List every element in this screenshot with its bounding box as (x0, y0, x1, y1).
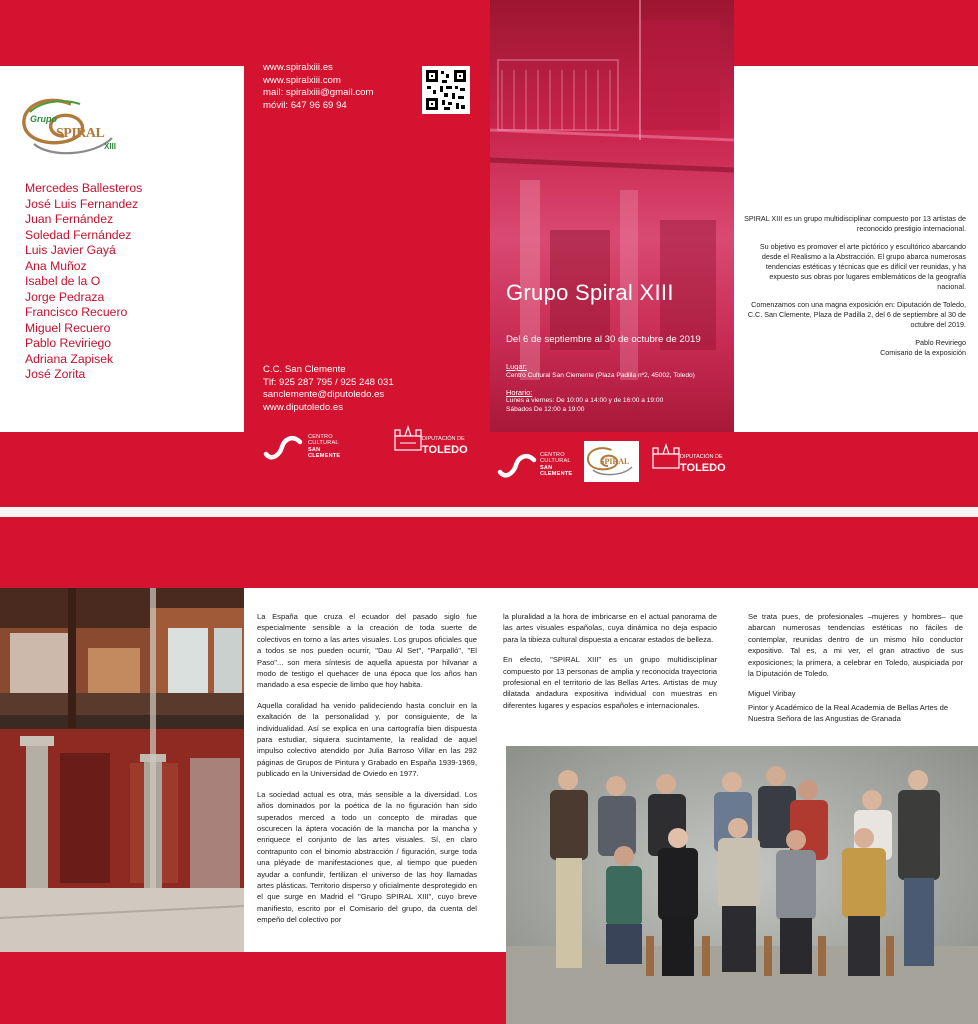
cc-san-clemente-logo (262, 432, 352, 462)
group-photo (506, 746, 978, 1024)
artist-list (25, 181, 142, 383)
group-photo-illustration (506, 746, 978, 1024)
web-link-2[interactable]: www.spiralxiii.com (263, 74, 341, 86)
logo-top-text: Grupo (30, 114, 57, 124)
cc-s-icon (262, 434, 304, 460)
qr-code-icon (422, 66, 470, 114)
intro-paragraph-1: SPIRAL XIII es un grupo multidisciplinar compuesto por 13 artistas de reconocido prestigio internacional. (744, 214, 966, 233)
web-link-1[interactable]: www.spiralxiii.es (263, 62, 333, 73)
cover-horario-label: Horario: (506, 388, 533, 397)
intro-paragraph-3: Comenzamos con una magna exposición en: Diputación de Toledo, C.C. San Clemente, Plaza de Padilla 2, del 6 de septiembre al 30 de octubre del 2019. (747, 300, 966, 329)
dipu-logo-line1: DIPUTACIÓN DE (422, 436, 465, 442)
spiral-logo (16, 92, 126, 162)
artist-name: Miguel Recuero (25, 320, 111, 335)
artists-panel (0, 66, 244, 432)
cover-logo-main-text: SPIRAL (600, 457, 630, 466)
artist-name: Adriana Zapisek (25, 351, 114, 366)
artist-name: José Zorita (25, 367, 86, 381)
venue-phone: Tlf: 925 287 795 / 925 248 031 (263, 376, 394, 388)
logo-sub-text: XIII (104, 142, 117, 151)
artist-name: Mercedes Ballesteros (25, 181, 143, 195)
essay-column-3 (748, 611, 963, 734)
intro-signature: Pablo Reviriego (915, 338, 966, 347)
cc-s-icon (496, 452, 538, 478)
dipu-logo-line2: TOLEDO (422, 444, 468, 456)
contact-mobile: móvil: 647 96 69 94 (263, 99, 347, 111)
essay-paragraph: Aquella coralidad ha venido palideciendo hasta concluir en la exaltación de la personalidad y, por consiguiente, de la individualidad. Así se explica en una cartografía bien dispuesta para estudiar, siquiera sucintamente, la realidad de aquel impulso colectivo atendido por Julia Barroso Villar en las 292 páginas de Grupos de Pintura y Grabado en España 1939-1969, publicado en la Universidad de Oviedo en 1977. (257, 700, 477, 779)
cover-lugar: Centro Cultural San Clemente (Plaza Padilla nº2, 45002, Toledo) (506, 372, 695, 379)
intro-signature-role: Comisario de la exposición (880, 348, 966, 357)
intro-panel (734, 66, 978, 432)
artist-name: Luis Javier Gayá (25, 243, 116, 257)
cover-dates: Del 6 de septiembre al 30 de octubre de 2019 (506, 334, 701, 345)
cc-logo-text: CENTRO CULTURAL SAN CLEMENTE (308, 434, 341, 460)
venue-email[interactable]: sanclemente@diputoledo.es (263, 389, 385, 401)
essay-column-1 (257, 611, 477, 935)
cover-title: Grupo Spiral XIII (506, 280, 674, 305)
alcazar-icon (650, 442, 682, 472)
essay-paragraph: La España que cruza el ecuador del pasado siglo fue especialmente sensible a la creación de toda suerte de colectivos en torno a las artes visuales. Los grupos oficiales que a todos se nos pueden ocurrir, "Dau Al Set", "Parpalló", "El Paso"... son mera síntesis de aquella apuesta por hilvanar a modo de testigo el quehacer de una época que los años han mandado a esa especie de limbo que hoy habita. (257, 612, 477, 690)
artist-name: Francisco Recuero (25, 305, 128, 319)
sheet-separator (0, 507, 978, 517)
venue-block (263, 364, 394, 414)
cover-lugar-label: Lugar: (506, 362, 527, 371)
contact-block (263, 62, 374, 112)
qr-code[interactable] (422, 66, 470, 114)
artist-name: Juan Fernández (25, 212, 114, 226)
contact-email[interactable]: mail: spiralxiii@gmail.com (263, 87, 374, 99)
cover-horario-1: Lunes a viernes: De 10:00 a 14:00 y de 16:00 a 19:00 (506, 397, 664, 404)
cc-logo-text: CENTRO CULTURAL SAN CLEMENTE (540, 452, 573, 478)
cover-dipu-logo (650, 440, 734, 480)
logo-main-text: SPIRAL (56, 126, 105, 141)
cover-cc-logo (496, 450, 580, 480)
cover-spiral-logo (584, 441, 639, 482)
artist-name: Soledad Fernández (25, 227, 132, 242)
artist-name: Pablo Reviriego (25, 336, 112, 350)
essay-column-2 (503, 611, 717, 720)
courtyard-photo (0, 588, 244, 952)
essay-paragraph: En efecto, "SPIRAL XIII" es un grupo multidisciplinar compuesto por 13 personas de amplia y reconocida trayectoria profesional en el territorio de las Bellas Artes. Artistas de muy dilatada andadura expositiva individual con muestras en diferentes lugares y espacios españoles e internacionales. (503, 655, 717, 710)
essay-paragraph: la pluralidad a la hora de imbricarse en el actual panorama de las artes visuales españolas, cuya dinámica no deja espacio para la tibieza cultural dispuesta a encarar estados de belleza. (503, 612, 717, 644)
essay-paragraph: Se trata pues, de profesionales –mujeres y hombres– que abarcan numerosas tendencias estéticas no fáciles de contemplar, reunidas dentro de un mismo hilo conductor expositivo. Tal es, a mi ver, el gran atractivo de sus exposiciones; la primera, a celebrar en Toledo, auspiciada por la Diputación de Toledo. (748, 612, 963, 679)
essay-signature-role: Pintor y Académico de la Real Academia de Bellas Artes de Nuestra Señora de las Angustias de Granada (748, 702, 949, 724)
alcazar-icon (392, 424, 424, 454)
dipu-logo-line2: TOLEDO (680, 462, 726, 474)
courtyard-photo-illustration (0, 588, 244, 952)
artist-name: Isabel de la O (25, 274, 101, 288)
artist-name: Jorge Pedraza (25, 289, 105, 304)
essay-paragraph: La sociedad actual es otra, más sensible a la diversidad. Los años dominados por la poética de la no figuración han sido superados merced a todo un concepto de miradas que oscurecen la áptera vocación de la mancha por la mancha y enriquece el conjunto de las artes visuales. Sí, en claro contrapunto con el binomio abstracción / figuración, surge toda una pléyade de manifestaciones que, al tiempo que pueden ayudar a confundir, fertilizan el universo de las hoy llamadas artes plásticas. Territorio disperso y oficialmente desprotegido en el que surge en Madrid el "Grupo SPIRAL XIII", cuyo breve manifiesto, escrito por el Comisario del grupo, da cuenta del empeño del colectivo por (257, 789, 477, 925)
dipu-logo-line1: DIPUTACIÓN DE (680, 454, 723, 460)
venue-name: C.C. San Clemente (263, 364, 346, 375)
diputacion-toledo-logo (392, 422, 476, 462)
artist-name: Ana Muñoz (25, 258, 87, 273)
venue-web[interactable]: www.diputoledo.es (263, 401, 343, 413)
artist-name: José Luis Fernandez (25, 196, 139, 211)
cover-horario-2: Sábados De 12:00 a 19:00 (506, 406, 585, 413)
essay-signature: Miguel Viribay (748, 689, 796, 699)
cover-photo (490, 0, 734, 432)
intro-paragraph-2: Su objetivo es promover el arte pictórico y escultórico abarcando desde el Realismo a la Abstracción. El grupo abarca numerosas tendencias estéticas y técnicas que es difícil ver reunidas, y ha expuesto sus obras por lugares emblemáticos de la geografía nacional. (759, 242, 966, 291)
